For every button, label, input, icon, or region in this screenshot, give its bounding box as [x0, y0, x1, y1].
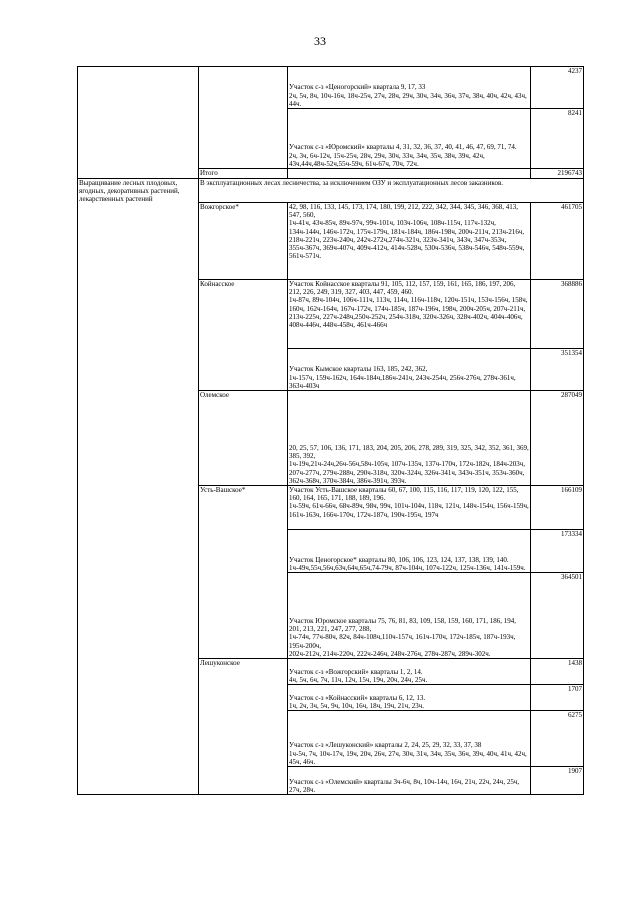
plot-description [288, 109, 531, 169]
plot-text: Участок Юромское кварталы 75, 76, 81, 83, 109, 158, 159, 160, 171, 186, 194, 201, 213, 221, 247, 277, 288, 1ч-74ч, 77ч-80ч, 82ч, 84ч-108ч,110ч-157ч, 161ч-170ч, 172ч-185ч, 187ч-193ч, 195ч-200ч, 202ч-212ч, 214ч-220ч, 222ч-246ч, 248ч-276ч, 278ч-287ч, 289ч-302ч. [289, 616, 517, 658]
area-value: 368886 [531, 280, 584, 349]
plot-description [288, 486, 531, 530]
forestry-name: Лешуконское [199, 659, 288, 795]
intro-text: В эксплуатационных лесах лесничества, за исключением ОЗУ и эксплуатационных лесов заказников. [199, 179, 584, 203]
total-value: 2196743 [531, 169, 584, 179]
plot-text: Участок с-з «Ценогорский» квартала 9, 17, 33 2ч, 5ч, 8ч, 10ч-16ч, 18ч-25ч, 27ч, 28ч, 29ч, 30ч, 34ч, 36ч, 37ч, 38ч, 40ч, 42ч, 43ч, 44ч. [289, 83, 527, 108]
table-row [78, 67, 584, 109]
plot-description [288, 659, 531, 685]
area-value: 8241 [531, 109, 584, 169]
plot-description [288, 711, 531, 767]
area-value: 1438 [531, 659, 584, 685]
area-value: 4237 [531, 67, 584, 109]
area-value: 1907 [531, 767, 584, 795]
forestry-name: Койнасское [199, 280, 288, 391]
plot-description [288, 349, 531, 391]
total-label: Итого [199, 169, 288, 179]
plot-description [288, 573, 531, 659]
area-value: 173334 [531, 530, 584, 573]
area-value: 166109 [531, 486, 584, 530]
plot-text: Участок с-з «Юромский» кварталы 4, 31, 32, 36, 37, 40, 41, 46, 47, 69, 71, 74. 2ч, 3ч, 6ч-12ч, 15ч-25ч, 28ч, 29ч, 30ч, 33ч, 34ч, 35ч, 38ч, 39ч, 42ч, 43ч,44ч,48ч-52ч,55ч-59ч, 61ч-67ч, 70ч, 72ч. [289, 143, 517, 168]
plot-description [288, 391, 531, 486]
plot-description [288, 767, 531, 795]
plot-description [288, 203, 531, 280]
plot-text: Участок Койнасское кварталы 91, 105, 112, 157, 159, 161, 165, 186, 197, 206, 212, 226, 249, 319, 327, 403, 447, 459, 460. 1ч-87ч, 89ч-104ч, 106ч-111ч, 113ч, 114ч, 116ч-118ч, 120ч-151ч, 153ч-156ч, 158ч, 160ч, 162ч-164ч, 167ч-172ч, 174ч-185ч, 187ч-196ч, 198ч, 200ч-205ч, 207ч-211ч, 213ч-225ч, 227ч-248ч,250ч-252ч, 254ч-318ч, 320ч-326ч, 328ч-402ч, 404ч-406ч, 408ч-446ч, 448ч-458ч, 461ч-466ч [289, 280, 528, 330]
plot-text: Участок Ценогорское* кварталы 80, 106, 106, 123, 124, 137, 138, 139, 140. 1ч-49ч,55ч,56ч,63ч,64ч,65ч,74-79ч, 87ч-104ч, 107ч-122ч, 125ч-136ч, 141ч-159ч. [289, 555, 526, 572]
plot-text: Участок Усть-Вашское кварталы 60, 67, 100, 115, 116, 117, 119, 120, 122, 155, 160, 164, 165, 171, 188, 189, 196. 1ч-59ч, 61ч-66ч, 68ч-89ч, 98ч, 99ч, 101ч-104ч, 118ч, 121ч, 148ч-154ч, 156ч-159ч, 161ч-163ч, 166ч-170ч, 172ч-187ч, 190ч-195ч, 197ч [289, 486, 529, 519]
purpose-cell: Выращивание лесных плодовых, ягодных, декоративных растений, лекарственных растений [78, 179, 199, 795]
area-value: 287049 [531, 391, 584, 486]
area-value: 461705 [531, 203, 584, 280]
area-value: 6275 [531, 711, 584, 767]
plot-text: Участок с-з «Койнасский» кварталы 6, 12, 13. 1ч, 2ч, 3ч, 5ч, 9ч, 10ч, 16ч, 18ч, 19ч, 21ч, 23ч. [289, 693, 426, 710]
empty-cell [199, 67, 288, 169]
forestry-name: Усть-Вашское* [199, 486, 288, 659]
plot-text: Участок с-з «Олемский» кварталы 3ч-6ч, 8ч, 10ч-14ч, 16ч, 21ч, 22ч, 24ч, 25ч, 27ч, 28ч. [289, 777, 520, 794]
area-value: 1707 [531, 685, 584, 711]
plot-description [288, 67, 531, 109]
plot-text: 42, 98, 116, 133, 145, 173, 174, 180, 199, 212, 222, 342, 344, 345, 346, 368, 413, 547, 560, 1ч-41ч, 43ч-85ч, 89ч-97ч, 99ч-101ч, 103ч-106ч, 108ч-115ч, 117ч-132ч, 134ч-144ч, 146ч-172ч, 175ч-179ч, 181ч-184ч, 186ч-198ч, 200ч-211ч, 213ч-216ч, 218ч-221ч, 223ч-240ч, 242ч-272ч,274ч-321ч, 323ч-341ч, 343ч, 347ч-353ч, 355ч-367ч, 369ч-407ч, 409ч-412ч, 414ч-528ч, 530ч-536ч, 538ч-546ч, 548ч-559ч, 561ч-571ч. [289, 203, 525, 261]
area-value: 351354 [531, 349, 584, 391]
forestry-name: Олемское [199, 391, 288, 486]
table-row [78, 179, 584, 203]
page-number: 33 [314, 34, 326, 48]
empty-cell [288, 169, 531, 179]
area-value: 364501 [531, 573, 584, 659]
plot-description [288, 685, 531, 711]
plot-description [288, 530, 531, 573]
plot-text: Участок с-з «Лешуконский» кварталы 2, 24, 25, 29, 32, 33, 37, 38 1ч-5ч, 7ч, 10ч-17ч, 19ч, 20ч, 26ч, 27ч, 30ч, 31ч, 34ч, 35ч, 36ч, 39ч, 40ч, 41ч, 42ч, 45ч, 46ч. [289, 741, 527, 766]
plot-text: Участок с-з «Вожгорский» кварталы 1, 2, 14. 4ч, 5ч, 6ч, 7ч, 11ч, 12ч, 15ч, 19ч, 20ч, 24ч, 25ч. [289, 667, 428, 684]
empty-cell [78, 67, 199, 179]
plot-description [288, 280, 531, 349]
forestry-name: Вожгорское* [199, 203, 288, 280]
plot-text: 20, 25, 57, 106, 136, 171, 183, 204, 205, 206, 278, 289, 319, 325, 342, 352, 361, 369, 385, 392, 1ч-19ч,21ч-24ч,26ч-56ч,58ч-105ч, 107ч-135ч, 137ч-170ч, 172ч-182ч, 184ч-203ч, 207ч-277ч, 279ч-288ч, 290ч-318ч, 320ч-324ч, 326ч-341ч, 343ч-351ч, 353ч-360ч, 362ч-368ч, 370ч-384ч, 386ч-391ч, 393ч. [289, 443, 529, 485]
forest-use-table [77, 66, 584, 795]
plot-text: Участок Кымское кварталы 163, 185, 242, 362, 1ч-157ч, 159ч-162ч, 164ч-184ч,186ч-241ч, 243ч-254ч, 256ч-276ч, 278ч-361ч, 363ч-403ч [289, 365, 516, 390]
